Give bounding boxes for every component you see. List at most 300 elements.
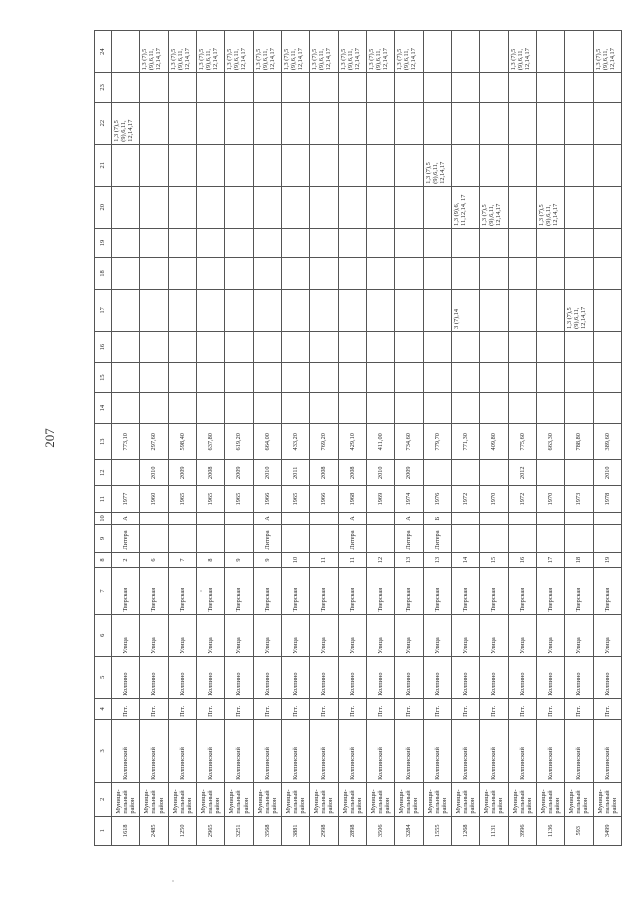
table-cell: Тверская [225,568,253,614]
table-cell [366,144,394,186]
table-cell [168,144,196,186]
table-cell: Тверская [593,568,621,614]
table-cell: Тверская [366,568,394,614]
table-cell [480,258,508,290]
table-cell [366,363,394,392]
table-cell: 433,20 [281,424,309,460]
table-cell [168,512,196,525]
table-cell: 1,3 (7),5 (9),6,11, 12,14,17 [480,186,508,228]
table-cell: Муници-пальный район [196,782,224,816]
table-cell [310,258,338,290]
table-cell [281,228,309,257]
table-cell: Улица [196,614,224,656]
table-cell: Колпино [196,656,224,698]
table-cell: Колпино [225,656,253,698]
table-cell [140,363,168,392]
table-cell: 1977 [112,486,140,512]
table-cell [508,228,536,257]
table-cell: Муници-пальный район [338,782,366,816]
table-cell: Пгт. [168,698,196,719]
table-cell: 1,3 (7),5 (9),6,11, 12,14,17 [593,31,621,73]
table-cell [366,525,394,552]
table-cell: Колпино [338,656,366,698]
table-row [565,31,593,846]
table-cell: 411,00 [366,424,394,460]
table-cell: А [253,512,281,525]
table-cell: 3251 [225,816,253,845]
table-cell [480,331,508,363]
table-cell [366,102,394,144]
table-cell: Муници-пальный район [281,782,309,816]
table-cell [565,144,593,186]
table-cell: Тверская [112,568,140,614]
table-cell [366,331,394,363]
table-cell [253,363,281,392]
table-cell [168,186,196,228]
table-cell [451,331,479,363]
column-header: 23 [95,73,112,102]
table-row [593,31,621,846]
table-cell [225,363,253,392]
table-cell: Тверская [338,568,366,614]
table-cell [310,289,338,331]
table-cell: Улица [310,614,338,656]
table-cell: Улица [338,614,366,656]
column-header: 20 [95,186,112,228]
table-cell: 1555 [423,816,451,845]
table-cell [423,392,451,424]
table-cell: 9 [253,552,281,568]
table-cell: Пгт. [253,698,281,719]
table-cell: Литера [338,525,366,552]
table-cell: 1970 [536,486,564,512]
table-cell: 9 [225,552,253,568]
table-cell [451,363,479,392]
table-cell: 3506 [366,816,394,845]
table-cell [338,73,366,102]
table-cell: Улица [565,614,593,656]
table-cell: 19 [593,552,621,568]
table-row [508,31,536,846]
table-cell [366,512,394,525]
table-cell: Улица [451,614,479,656]
table-cell [281,258,309,290]
table-cell [281,144,309,186]
table-cell [395,258,423,290]
table-cell: Тверская [423,568,451,614]
table-cell: 771,30 [451,424,479,460]
table-cell [451,525,479,552]
table-cell: Тверская [168,568,196,614]
table-cell: 7 [168,552,196,568]
table-cell: 664,00 [253,424,281,460]
column-header: 21 [95,144,112,186]
table-cell [423,289,451,331]
table-cell: Муници-пальный район [565,782,593,816]
table-cell: 3499 [593,816,621,845]
table-cell [112,289,140,331]
table-cell: Колпино [565,656,593,698]
table-cell [168,363,196,392]
table-cell: Пгт. [593,698,621,719]
table-cell: 734,60 [395,424,423,460]
table-cell: Пгт. [423,698,451,719]
table-cell: Б [423,512,451,525]
table-cell [168,102,196,144]
table-cell: 2009 [395,460,423,486]
column-header: 4 [95,698,112,719]
table-cell: Улица [140,614,168,656]
table-cell: Колпино [423,656,451,698]
table-cell [112,228,140,257]
table-cell [112,258,140,290]
table-cell [508,73,536,102]
table-cell: 15 [480,552,508,568]
register-table [94,30,622,846]
table-cell [451,392,479,424]
table-cell: 663,30 [536,424,564,460]
table-cell [253,144,281,186]
table-cell [536,392,564,424]
table-cell: Колпино [281,656,309,698]
table-cell [112,363,140,392]
table-cell: 16 [508,552,536,568]
table-cell [140,144,168,186]
table-cell [565,186,593,228]
table-cell: 2008 [310,460,338,486]
table-row [196,31,224,846]
table-cell [536,144,564,186]
table-cell [593,289,621,331]
table-cell: Муници-пальный район [225,782,253,816]
table-cell: Муници-пальный район [112,782,140,816]
table-cell [423,258,451,290]
table-cell [508,331,536,363]
table-cell [593,331,621,363]
table-cell: Муници-пальный район [451,782,479,816]
table-cell: Колпинский [196,719,224,782]
table-cell [140,512,168,525]
table-cell [395,73,423,102]
table-cell: Улица [253,614,281,656]
table-cell: 1960 [140,486,168,512]
table-cell: 17 [536,552,564,568]
table-cell [281,525,309,552]
table-cell [281,289,309,331]
table-cell: Колпинский [225,719,253,782]
table-cell: 1965 [196,486,224,512]
table-cell [338,144,366,186]
table-cell: 1,3 (7),5 (9),6,11, 12,14,17 [196,31,224,73]
table-cell [196,512,224,525]
table-cell: Литера [423,525,451,552]
table-cell [536,363,564,392]
table-cell [565,258,593,290]
table-cell: 1618 [112,816,140,845]
table-cell [536,73,564,102]
column-header: 12 [95,460,112,486]
table-cell: Пгт. [281,698,309,719]
table-cell: 2485 [140,816,168,845]
table-cell: 619,20 [225,424,253,460]
table-cell: Колпинский [451,719,479,782]
table-cell: Колпино [480,656,508,698]
table-cell: Колпинский [366,719,394,782]
column-header: 5 [95,656,112,698]
table-cell [593,144,621,186]
table-cell [508,186,536,228]
table-cell [281,392,309,424]
table-cell: 1,3 (7),5 (9),6,11, 12,14,17 [281,31,309,73]
table-cell: 13 [395,552,423,568]
table-cell: Улица [536,614,564,656]
table-cell: 13 [423,552,451,568]
table-cell: 2010 [366,460,394,486]
table-cell [508,525,536,552]
table-cell: Муници-пальный район [310,782,338,816]
table-cell [281,512,309,525]
table-cell: 1973 [565,486,593,512]
table-cell [168,331,196,363]
table-cell [140,392,168,424]
table-cell [451,460,479,486]
table-row [366,31,394,846]
table-cell: Пгт. [112,698,140,719]
table-cell: Пгт. [536,698,564,719]
table-cell [536,289,564,331]
table-cell [536,258,564,290]
table-cell [196,73,224,102]
table-cell [423,31,451,73]
table-row [112,31,140,846]
table-cell [423,102,451,144]
table-cell [281,331,309,363]
table-cell: 1,3 (7),5 (9),6,11, 12,14,17 [423,144,451,186]
table-cell: Тверская [536,568,564,614]
table-cell [310,73,338,102]
table-cell [168,392,196,424]
table-cell: Колпино [536,656,564,698]
column-header: 18 [95,258,112,290]
table-cell [480,289,508,331]
table-cell [196,144,224,186]
table-cell: Улица [508,614,536,656]
table-cell [253,186,281,228]
table-cell: 1965 [281,486,309,512]
table-cell [140,186,168,228]
table-cell [480,228,508,257]
table-cell [338,258,366,290]
table-cell: Пгт. [225,698,253,719]
column-header: 8 [95,552,112,568]
table-cell [565,363,593,392]
table-row [423,31,451,846]
table-row [281,31,309,846]
table-cell: 10 [281,552,309,568]
table-cell: 1,3 (7),5 (9),6,11, 12,14,17 [310,31,338,73]
table-cell [536,512,564,525]
table-cell: Улица [480,614,508,656]
table-cell [253,228,281,257]
table-cell [310,363,338,392]
table-cell [565,525,593,552]
table-cell [225,144,253,186]
table-cell [168,289,196,331]
table-cell [310,186,338,228]
column-header: 10 [95,512,112,525]
table-cell: Колпино [593,656,621,698]
table-cell: Колпино [253,656,281,698]
table-cell [508,289,536,331]
table-cell [140,331,168,363]
table-cell [423,73,451,102]
table-cell: А [338,512,366,525]
table-cell: 1972 [451,486,479,512]
table-cell [140,258,168,290]
column-header: 19 [95,228,112,257]
table-cell [112,144,140,186]
table-cell [253,102,281,144]
table-cell [395,186,423,228]
table-cell: 2009 [225,460,253,486]
table-cell [196,258,224,290]
table-cell [480,144,508,186]
table-cell: 409,80 [480,424,508,460]
table-cell: 1,3 (9),6, 11,12,14, 17 [451,186,479,228]
table-cell: 1,3 (7),5 (9),6,11, 12,14,17 [112,102,140,144]
table-cell [451,512,479,525]
table-cell [225,512,253,525]
table-cell [310,525,338,552]
table-cell [225,289,253,331]
table-cell: 1268 [451,816,479,845]
table-cell: А [395,512,423,525]
table-cell: Муници-пальный район [508,782,536,816]
table-cell: 3568 [253,816,281,845]
table-cell [366,258,394,290]
table-cell [536,228,564,257]
table-row [536,31,564,846]
table-cell [508,102,536,144]
table-cell: Улица [395,614,423,656]
table-cell [338,392,366,424]
table-cell: 1,3 (7),5 (9),6,11, 12,14,17 [395,31,423,73]
table-cell: Пгт. [395,698,423,719]
table-cell [593,525,621,552]
column-header: 16 [95,331,112,363]
table-cell [508,363,536,392]
table-cell: 1970 [480,486,508,512]
table-cell: 1972 [508,486,536,512]
page-number: 207 [42,428,57,448]
table-cell: 11 [310,552,338,568]
column-header: 24 [95,31,112,73]
scan-speck [200,590,202,592]
table-cell: 1,3 (7),5 (9),6,11, 12,14,17 [168,31,196,73]
table-cell [423,228,451,257]
column-header: 22 [95,102,112,144]
table-cell [168,258,196,290]
table-cell: Улица [423,614,451,656]
table-cell [480,73,508,102]
table-cell: 1,3 (7),5 (9),6,11, 12,14,17 [565,289,593,331]
table-cell: Муници-пальный район [423,782,451,816]
table-cell: Литера [395,525,423,552]
table-cell: Тверская [451,568,479,614]
table-row [140,31,168,846]
table-cell [310,331,338,363]
table-cell [565,73,593,102]
table-cell [480,460,508,486]
table-cell: 1,3 (7),5 (9),6,11, 12,14,17 [225,31,253,73]
table-cell: 1976 [423,486,451,512]
table-cell [480,525,508,552]
table-cell [480,31,508,73]
table-cell: 2965 [196,816,224,845]
table-cell: Пгт. [196,698,224,719]
table-cell [451,31,479,73]
table-cell: 11 [338,552,366,568]
table-cell: Колпино [395,656,423,698]
table-cell [366,228,394,257]
table-cell: 1969 [366,486,394,512]
table-cell [168,73,196,102]
table-cell: 1,3 (7),5 (9),6,11, 12,14,17 [366,31,394,73]
table-cell [480,102,508,144]
table-cell [451,258,479,290]
table-cell [536,102,564,144]
table-cell [366,289,394,331]
table-cell [253,392,281,424]
table-cell [338,363,366,392]
table-cell [593,102,621,144]
table-cell: Улица [168,614,196,656]
table-cell: Колпинский [480,719,508,782]
table-cell: 779,70 [423,424,451,460]
table-cell [395,392,423,424]
table-cell [112,186,140,228]
table-cell [451,73,479,102]
table-cell [112,392,140,424]
table-cell: 637,80 [196,424,224,460]
table-cell: Муници-пальный район [140,782,168,816]
table-cell: Тверская [196,568,224,614]
table-cell [196,228,224,257]
table-cell: Пгт. [480,698,508,719]
table-cell: Тверская [140,568,168,614]
table-cell: Колпино [451,656,479,698]
table-cell [395,331,423,363]
table-body [112,31,622,846]
table-cell [395,363,423,392]
table-cell: 1968 [338,486,366,512]
table-row [451,31,479,846]
table-cell: Тверская [395,568,423,614]
table-cell: Улица [593,614,621,656]
table-cell: 8 [196,552,224,568]
table-cell: 1965 [225,486,253,512]
table-cell [168,228,196,257]
table-cell [140,228,168,257]
table-cell: Муници-пальный район [480,782,508,816]
column-header: 6 [95,614,112,656]
table-cell [225,331,253,363]
table-cell: Пгт. [366,698,394,719]
table-cell: Литера [253,525,281,552]
table-cell: Улица [281,614,309,656]
table-cell: 773,10 [112,424,140,460]
table-cell [253,331,281,363]
